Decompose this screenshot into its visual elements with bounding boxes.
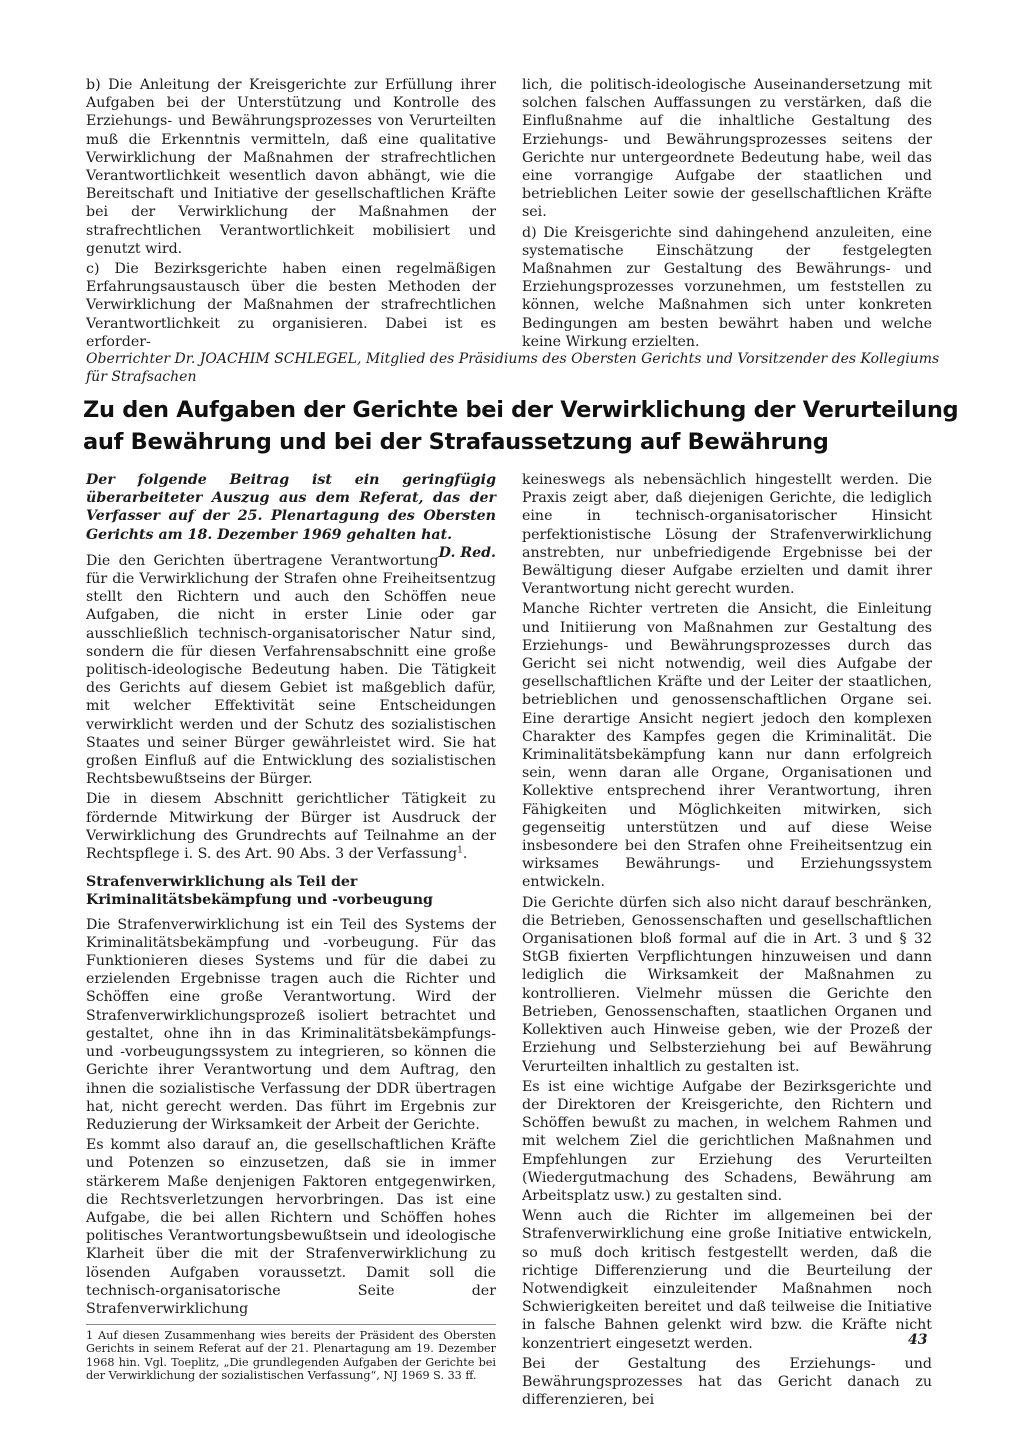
body-paragraph: Es ist eine wichtige Aufgabe der Bezirksgerichte und der Direktoren der Kreisgerichte, den Richtern und Schöffen bewußt zu machen, in welchem Rahmen und mit welchem Ziel die gerichtlichen Maßnahmen und Empfehlungen zur Erziehung des Verurteilten (Wiedergutmachung des Schadens, Bewährung am Arbeitsplatz usw.) zu gestalten sind. <box>522 1078 932 1204</box>
body-paragraph <box>86 790 496 863</box>
paragraph-c: c) Die Bezirksgerichte haben einen regelmäßigen Erfahrungsaustausch über die besten Methoden der Verwirklichung der Maßnahmen der strafrechtlichen Verantwortlichkeit zu organisieren. Dabei ist es erforder- <box>86 261 496 350</box>
body-paragraph: Die Strafenverwirklichung ist ein Teil des Systems der Kriminalitätsbekämpfung und -vorbeugung. Für das Funktionieren dieses Systems und für die dabei zu erzielenden Ergebnisse tragen auch die Richter und Schöffen eine große Verantwortung. Wird der Strafenverwirklichungsprozeß isoliert betrachtet und gestaltet, ohne ihn in das Kriminalitätsbekämpfungs- und -vorbeugungssystem zu integrieren, so können die Gerichte ihrer Verantwortung und dem Auftrag, den ihnen die sozialistische Verfassung der DDR übertragen hat, nicht gerecht werden. Das führt im Ergebnis zur Reduzierung der Wirksamkeit der Arbeit der Gerichte. <box>86 916 496 1133</box>
body-paragraph: Die den Gerichten übertragene Verantwortung für die Verwirklichung der Strafen ohne Freiheitsentzug stellt den Richtern und auch den Schöffen neue Aufgaben, die nicht in erster Linie oder gar ausschließlich technisch-organisatorischer Natur sind, sondern die für diesen Verfahrensabschnitt eine große politisch-ideologische Bedeutung haben. Die Tätigkeit des Gerichts auf diesem Gebiet ist maßgeblich dafür, mit welcher Effektivität seine Entscheidungen verwirklicht werden und der Schutz des sozialistischen Staates und seiner Bürger gewährleistet wird. Sie hat großen Einfluß auf die Entwicklung des sozialistischen Rechtsbewußtseins der Bürger. <box>86 552 496 788</box>
body-text-end: . <box>462 846 468 863</box>
page-number: 43 <box>908 1332 928 1348</box>
body-paragraph: Bei der Gestaltung des Erziehungs- und Bewährungsprozesses hat das Gericht danach zu differenzieren, bei <box>522 1355 932 1409</box>
main-right-column <box>522 471 932 1411</box>
editorial-signature: D. Red. <box>438 544 496 561</box>
paragraph-b: b) Die Anleitung der Kreisgerichte zur Erfüllung ihrer Aufgaben bei der Unterstützung und Kontrolle des Erziehungs- und Bewährungsprozesses von Verurteilten muß die Erkenntnis vermitteln, daß eine qualitative Verwirklichung der Maßnahmen der strafrechtlichen Verantwortlichkeit wesentlich davon abhängt, wie die Bereitschaft und Initiative der gesellschaftlichen Kräfte bei der Verwirklichung der Maßnahmen der strafrechtlichen Verantwortlichkeit mobilisiert und genutzt wird. <box>86 77 496 257</box>
body-paragraph: Die Gerichte dürfen sich also nicht darauf beschränken, die Betrieben, Genossenschaften und gesellschaftlichen Organisationen bloß formal auf die in Art. 3 und § 32 StGB fixierten Verpflichtungen hinzuweisen und dann lediglich die Wirksamkeit der Maßnahmen zu kontrollieren. Vielmehr müssen die Gerichte den Betrieben, Genossenschaften, staatlichen Organen und Kollektiven auch Hinweise geben, wie der Prozeß der Erziehung und Selbsterziehung bei auf Bewährung Verurteilten inhaltlich zu gestalten ist. <box>522 894 932 1075</box>
footnote: 1 Auf diesen Zusammenhang wies bereits der Präsident des Obersten Gerichts in seinem Referat auf der 21. Plenartagung am 19. Dezember 1968 hin. Vgl. Toeplitz, „Die grundlegenden Aufgaben der Gerichte bei der Verwirklichung der sozialistischen Verfassung“, NJ 1969 S. 33 ff. <box>86 1324 496 1382</box>
main-left-column <box>86 471 496 1384</box>
intro-text: Der folgende Beitrag ist ein geringfügig überarbeiteter Auszug aus dem Referat, das der Verfasser auf der 25. Plenartagung des Obersten Gerichts am 18. Dezember 1969 gehalten hat. <box>86 472 496 543</box>
paragraph-d: d) Die Kreisgerichte sind dahingehend anzuleiten, eine systematische Einschätzung der festgelegten Maßnahmen zur Gestaltung des Bewährungs- und Erziehungsprozesses vorzunehmen, um feststellen zu können, welche Maßnahmen sich unter konkreten Bedingungen am besten bewährt haben und welche keine Wirkung erzielten. <box>522 224 932 350</box>
author-line: Oberrichter Dr. JOACHIM SCHLEGEL, Mitglied des Präsidiums des Obersten Gerichts und Vorsitzender des Kollegiums für Strafsachen <box>86 351 940 385</box>
section-subhead: Strafenverwirklichung als Teil der Kriminalitätsbekämpfung und -vorbeugung <box>86 874 433 909</box>
editorial-intro <box>86 471 496 561</box>
top-right-column <box>522 76 932 353</box>
top-left-column <box>86 76 496 353</box>
body-text: Die in diesem Abschnitt gerichtlicher Tätigkeit zu fördernde Mitwirkung der Bürger ist Ausdruck der Verwirklichung des Grundrechts auf Teilnahme an der Rechtspflege i. S. des Art. 90 Abs. 3 der Verfassung <box>86 791 496 863</box>
paragraph-continuation: lich, die politisch-ideologische Auseinandersetzung mit solchen falschen Auffassungen zu verstärken, daß die Einflußnahme auf die inhaltliche Gestaltung des Erziehungs- und Bewährungsprozesses seitens der Gerichte nur untergeordnete Bedeutung habe, weil das eine vorrangige Aufgabe der staatlichen und betrieblichen Leiter sowie der gesellschaftlichen Kräfte sei. <box>522 77 932 221</box>
article-headline: Zu den Aufgaben der Gerichte bei der Verwirklichung der Verurteilung auf Bewährung und bei der Strafaussetzung auf Bewährung <box>83 397 959 455</box>
body-paragraph: Manche Richter vertreten die Ansicht, die Einleitung und Initiierung von Maßnahmen zur Gestaltung des Erziehungs- und Bewährungsprozesses durch das Gericht sei nicht notwendig, weil dies Aufgabe der gesellschaftlichen Kräfte und der Leiter der staatlichen, betrieblichen und genossenschaftlichen Organe sei. Eine derartige Ansicht negiert jedoch den komplexen Charakter des Kampfes gegen die Kriminalität. Die Kriminalitätsbekämpfung kann nur dann erfolgreich sein, wenn daran alle Organe, Organisationen und Kollektive entsprechend ihrer Verantwortung, ihren Fähigkeiten und Möglichkeiten mitwirken, sich gegenseitig unterstützen und auf diese Weise insbesondere bei den Strafen ohne Freiheitsentzug ein wirksames Bewährungs- und Erziehungssystem entwickeln. <box>522 601 932 891</box>
body-paragraph: keineswegs als nebensächlich hingestellt werden. Die Praxis zeigt aber, daß diejenigen Gerichte, die lediglich eine in technisch-organisatorischer Hinsicht perfektionistische Lösung der Strafenverwirklichung anstrebten, nur unbefriedigende Ergebnisse bei der Bewältigung dieser Aufgabe erzielten und damit ihrer Verantwortung nicht gerecht wurden. <box>522 472 932 598</box>
body-paragraph: Es kommt also darauf an, die gesellschaftlichen Kräfte und Potenzen so einzusetzen, daß sie in immer stärkerem Maße denjenigen Faktoren entgegenwirken, die Rechtsverletzungen hervorbringen. Das ist eine Aufgabe, die bei allen Richtern und Schöffen hohes politisches Verantwortungsbewußtsein und ideologische Klarheit über die mit der Strafenverwirklichung zu lösenden Aufgaben voraussetzt. Damit soll die technisch-organisatorische Seite der Strafenverwirklichung <box>86 1137 496 1317</box>
body-paragraph: Wenn auch die Richter im allgemeinen bei der Strafenverwirklichung eine große Initiative entwickeln, so muß doch kritisch festgestellt werden, daß die richtige Differenzierung und die Beurteilung der Notwendigkeit einzuleitender Maßnahmen noch Schwierigkeiten bereitet und daß teilweise die Initiative in falsche Bahnen gelenkt wird bzw. die Kräfte nicht konzentriert eingesetzt werden. <box>522 1208 932 1352</box>
footnote-ref: 1 <box>457 845 463 856</box>
